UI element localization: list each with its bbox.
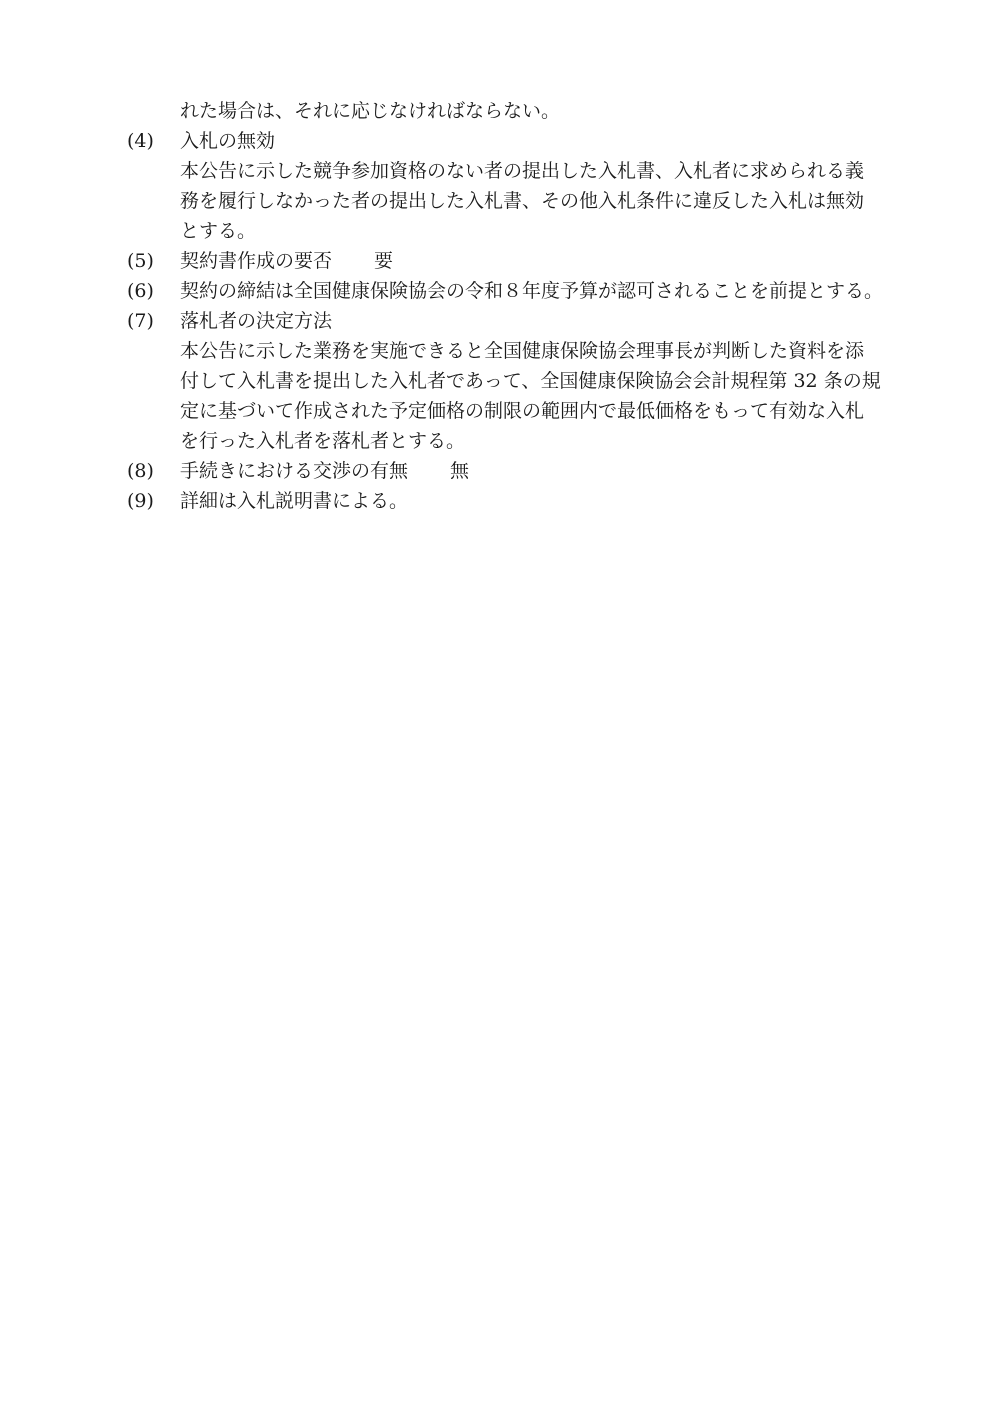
- item-6-heading: [127, 276, 927, 306]
- item-7-body-line: 定に基づいて作成された予定価格の制限の範囲内で最低価格をもって有効な入札: [180, 400, 865, 422]
- item-number: (5): [127, 250, 154, 272]
- item-5-heading: [127, 246, 927, 276]
- document-content: [127, 96, 927, 516]
- item-number: (8): [127, 460, 154, 482]
- item-number: (4): [127, 130, 154, 152]
- item-7-heading: [127, 306, 927, 336]
- item-title: 落札者の決定方法: [180, 310, 333, 332]
- item-title: 契約の締結は全国健康保険協会の令和８年度予算が認可されることを前提とする。: [180, 280, 884, 302]
- item-number: (7): [127, 310, 154, 332]
- item-title: 契約書作成の要否: [180, 250, 333, 272]
- item-title: 詳細は入札説明書による。: [180, 490, 409, 512]
- item-title: 手続きにおける交渉の有無: [180, 460, 409, 482]
- item-7-body-line: 付して入札書を提出した入札者であって、全国健康保険協会会計規程第 32 条の規: [180, 370, 881, 392]
- item-9-heading: [127, 486, 927, 516]
- item-title: 入札の無効: [180, 130, 276, 152]
- item-4-body-line: とする。: [180, 220, 257, 242]
- item-4-heading: [127, 126, 927, 156]
- item-4-body-line: 本公告に示した競争参加資格のない者の提出した入札書、入札者に求められる義: [180, 160, 865, 182]
- item-number: (6): [127, 280, 154, 302]
- item-number: (9): [127, 490, 154, 512]
- item-value: 無: [450, 460, 470, 482]
- continuation-text: れた場合は、それに応じなければならない。: [180, 100, 561, 122]
- item-7-body-line: 本公告に示した業務を実施できると全国健康保険協会理事長が判断した資料を添: [180, 340, 865, 362]
- item-value: 要: [374, 250, 394, 272]
- item-7-body-line: を行った入札者を落札者とする。: [180, 430, 466, 452]
- item-8-heading: [127, 456, 927, 486]
- item-4-body-line: 務を履行しなかった者の提出した入札書、その他入札条件に違反した入札は無効: [180, 190, 865, 212]
